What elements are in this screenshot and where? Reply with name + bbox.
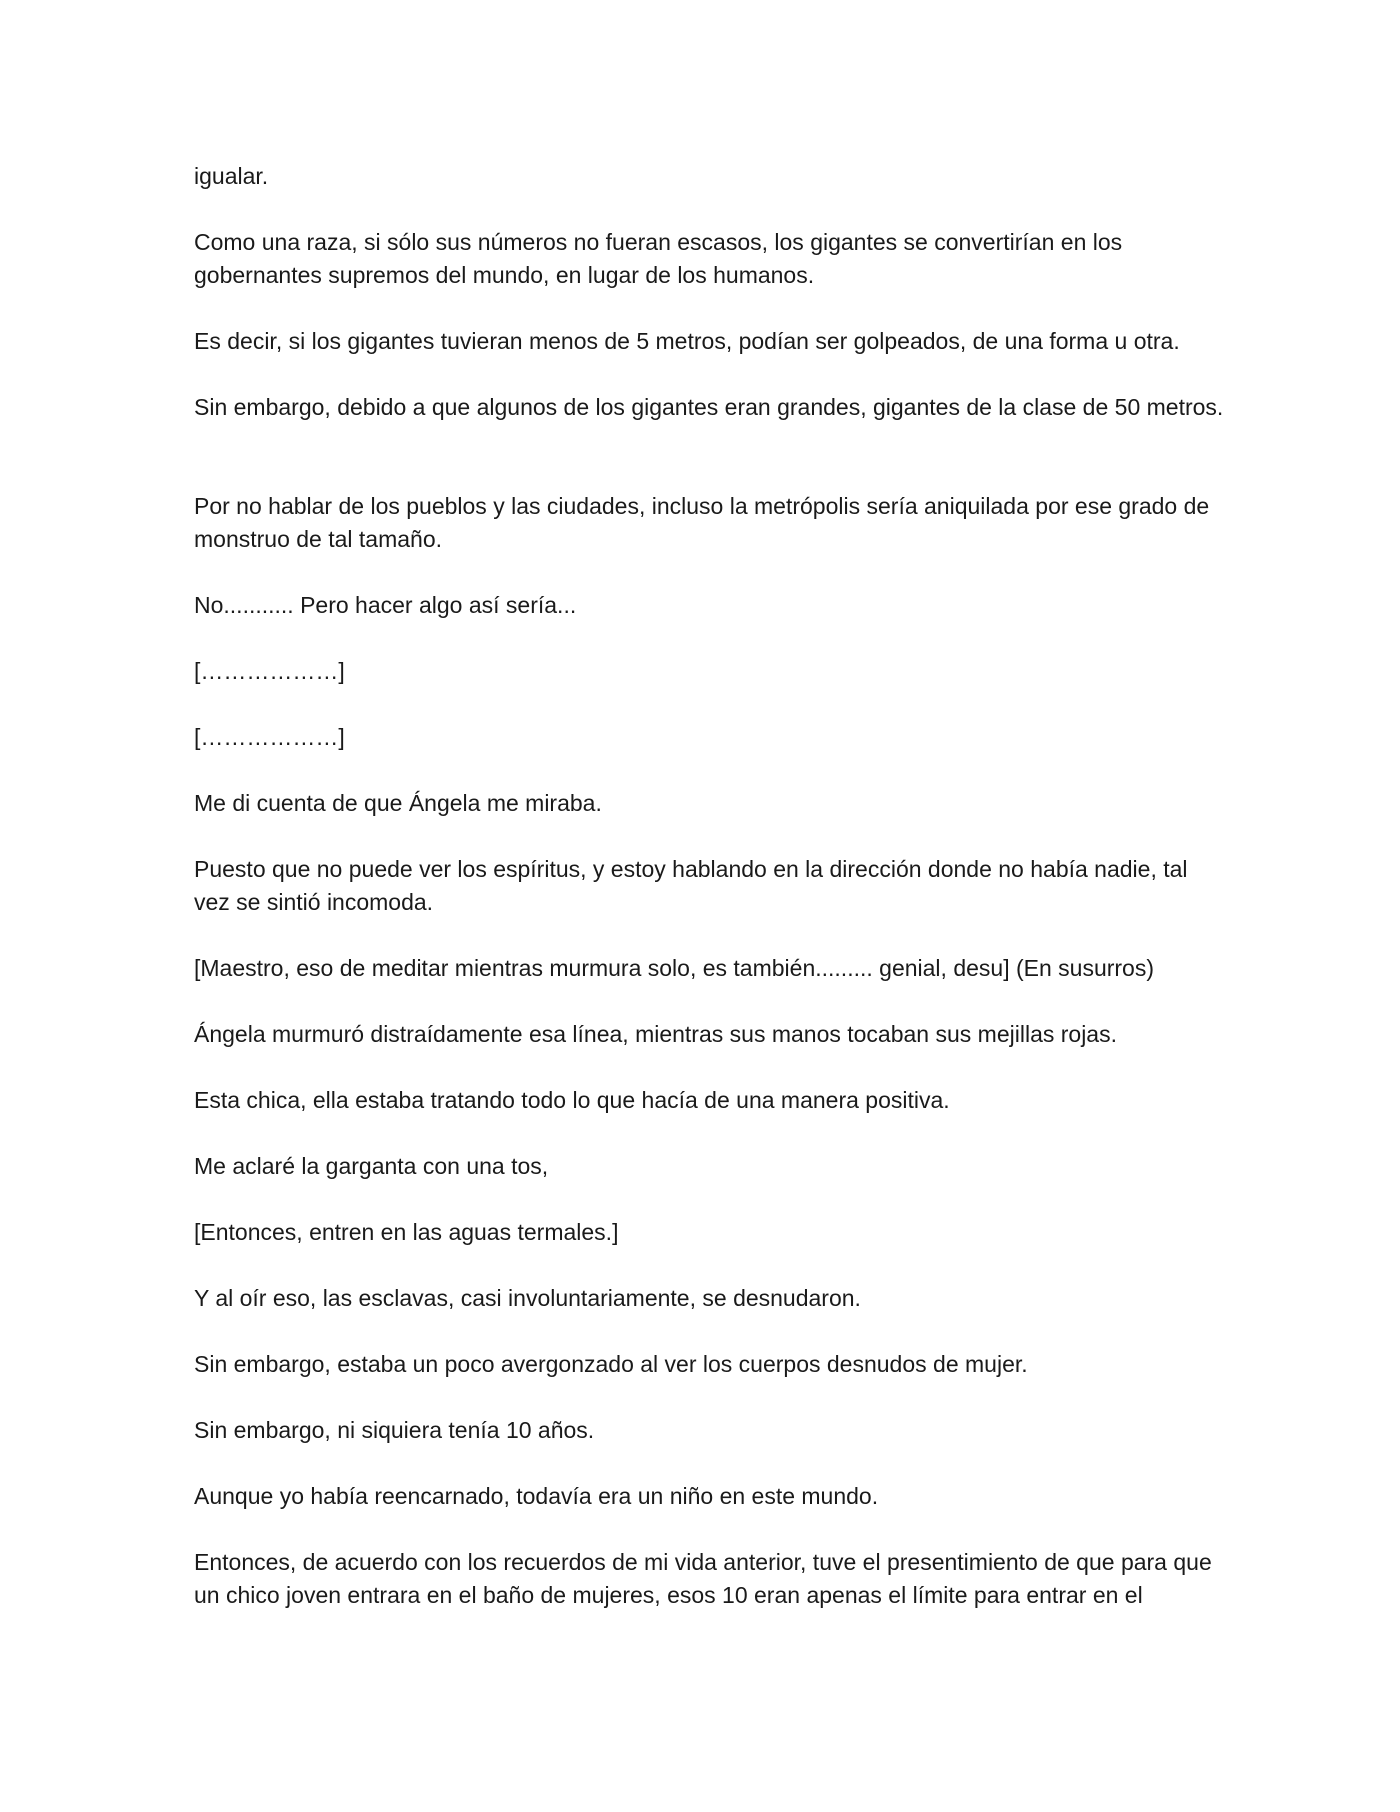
paragraph: Como una raza, si sólo sus números no fueran escasos, los gigantes se convertirían en los gobernantes supremos del mundo, en lugar de los humanos. bbox=[194, 229, 1123, 288]
paragraph: Aunque yo había reencarnado, todavía era un niño en este mundo. bbox=[194, 1483, 879, 1509]
paragraph: Puesto que no puede ver los espíritus, y estoy hablando en la dirección donde no había nadie, tal vez se sintió incomoda. bbox=[194, 856, 1188, 915]
paragraph: Entonces, de acuerdo con los recuerdos de mi vida anterior, tuve el presentimiento de que para que un chico joven entrara en el baño de mujeres, esos 10 eran apenas el límite para entrar en el bbox=[194, 1549, 1212, 1608]
paragraph: Sin embargo, estaba un poco avergonzado al ver los cuerpos desnudos de mujer. bbox=[194, 1351, 1028, 1377]
paragraph: [Maestro, eso de meditar mientras murmura solo, es también......... genial, desu] (En susurros) bbox=[194, 955, 1155, 981]
paragraph: [………………] bbox=[194, 724, 345, 750]
paragraph: Es decir, si los gigantes tuvieran menos de 5 metros, podían ser golpeados, de una forma u otra. bbox=[194, 328, 1180, 354]
paragraph: Esta chica, ella estaba tratando todo lo que hacía de una manera positiva. bbox=[194, 1087, 950, 1113]
paragraph: [………………] bbox=[194, 658, 345, 684]
paragraph: No........... Pero hacer algo así sería... bbox=[194, 592, 577, 618]
paragraph: Sin embargo, ni siquiera tenía 10 años. bbox=[194, 1417, 595, 1443]
paragraph: Ángela murmuró distraídamente esa línea, mientras sus manos tocaban sus mejillas rojas. bbox=[194, 1021, 1117, 1047]
paragraph: igualar. bbox=[194, 163, 269, 189]
document-body bbox=[194, 160, 1224, 1645]
paragraph: Me aclaré la garganta con una tos, bbox=[194, 1153, 549, 1179]
paragraph: Me di cuenta de que Ángela me miraba. bbox=[194, 790, 602, 816]
paragraph: Y al oír eso, las esclavas, casi involuntariamente, se desnudaron. bbox=[194, 1285, 861, 1311]
paragraph: [Entonces, entren en las aguas termales.] bbox=[194, 1219, 619, 1245]
paragraph: Sin embargo, debido a que algunos de los gigantes eran grandes, gigantes de la clase de 50 metros. bbox=[194, 394, 1224, 420]
paragraph: Por no hablar de los pueblos y las ciudades, incluso la metrópolis sería aniquilada por ese grado de monstruo de tal tamaño. bbox=[194, 493, 1210, 552]
